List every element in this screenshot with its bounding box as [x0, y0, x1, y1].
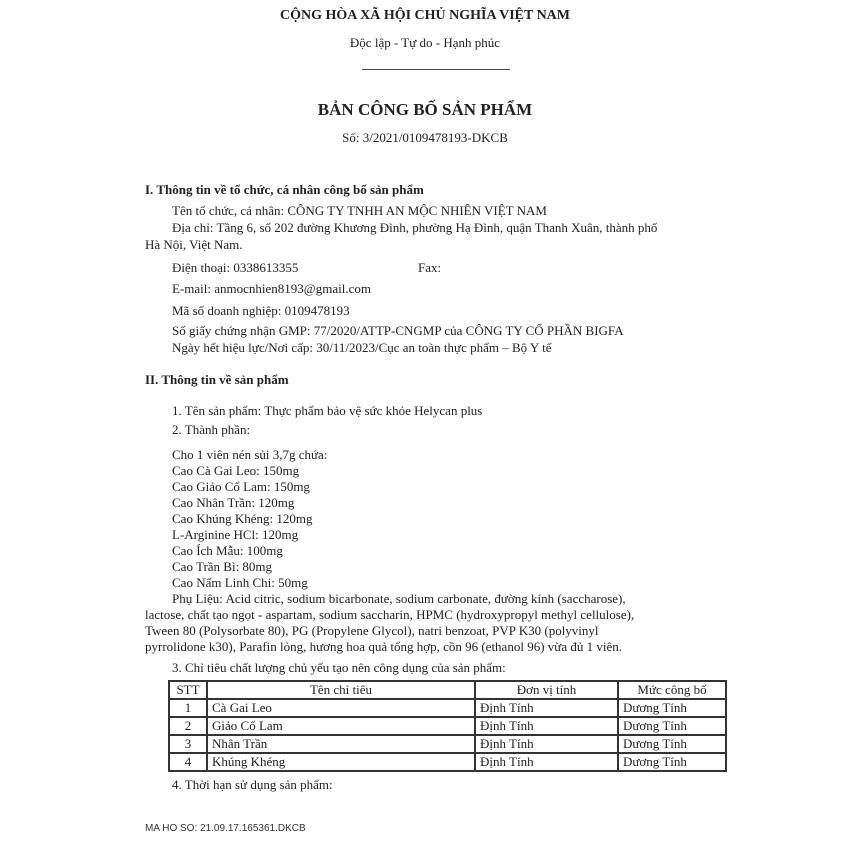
phone: Điện thoại: 0338613355 [172, 260, 299, 275]
ingredient: Cao Giảo Cổ Lam: 150mg [172, 479, 310, 494]
email: E-mail: anmocnhien8193@gmail.com [172, 281, 371, 296]
ingredient: Cao Trần Bì: 80mg [172, 559, 273, 574]
cell-unit: Định Tính [475, 717, 618, 735]
cell-level: Dương Tính [618, 753, 726, 771]
country-heading: CỘNG HÒA XÃ HỘI CHỦ NGHĨA VIỆT NAM [279, 8, 570, 23]
cell-stt: 2 [169, 717, 207, 735]
cell-stt: 4 [169, 753, 207, 771]
cell-stt: 3 [169, 735, 207, 753]
cell-level: Dương Tính [618, 735, 726, 753]
composition-label: 2. Thành phần: [172, 422, 251, 437]
excipients: Phụ Liệu: Acid citric, sodium bicarbonate, sodium carbonate, đường kính (saccharose), [172, 591, 626, 606]
cell-stt: 1 [169, 699, 207, 717]
cell-unit: Định Tính [475, 753, 618, 771]
ingredient: Cao Nhân Trần: 120mg [172, 495, 295, 510]
document-title: BẢN CÔNG BỐ SẢN PHẨM [317, 100, 533, 119]
document-number: Số: 3/2021/0109478193-DKCB [342, 130, 508, 145]
shelf-life-label: 4. Thời hạn sử dụng sản phẩm: [172, 777, 333, 792]
file-code: MA HO SO: 21.09.17.165361.DKCB [145, 823, 306, 834]
table-row [169, 735, 726, 753]
cell-unit: Định Tính [475, 735, 618, 753]
ingredient: Cao Khúng Khéng: 120mg [172, 511, 313, 526]
cell-unit: Định Tính [475, 699, 618, 717]
ingredient: Cao Cà Gai Leo: 150mg [172, 463, 300, 478]
excipients-cont: lactose, chất tạo ngọt - aspartam, sodium saccharin, HPMC (hydroxypropyl methyl cellulose), [145, 607, 635, 622]
address-cont: Hà Nội, Việt Nam. [145, 237, 243, 252]
expiry: Ngày hết hiệu lực/Nơi cấp: 30/11/2023/Cục an toàn thực phẩm – Bộ Y tế [172, 340, 552, 355]
header-unit: Đơn vị tính [475, 681, 618, 699]
excipients-cont: Tween 80 (Polysorbate 80), PG (Propylene Glycol), natri benzoat, PVP K30 (polyvinyl [145, 623, 599, 638]
org-name: Tên tổ chức, cá nhân: CÔNG TY TNHH AN MỘC NHIÊN VIỆT NAM [172, 203, 547, 218]
cell-criteria: Nhân Trần [207, 735, 475, 753]
product-name: 1. Tên sản phẩm: Thực phẩm bảo vệ sức khỏe Helycan plus [172, 403, 483, 418]
fax: Fax: [418, 260, 442, 275]
ingredient: L-Arginine HCl: 120mg [172, 527, 299, 542]
quality-criteria-label: 3. Chỉ tiêu chất lượng chủ yếu tạo nên công dụng của sản phẩm: [172, 660, 506, 675]
cell-criteria: Cà Gai Leo [207, 699, 475, 717]
cell-level: Dương Tính [618, 699, 726, 717]
ingredient: Cao Ích Mẫu: 100mg [172, 543, 283, 558]
divider [362, 69, 510, 70]
ingredient: Cho 1 viên nén sủi 3,7g chứa: [172, 447, 328, 462]
header-stt: STT [169, 681, 207, 699]
section2-heading: II. Thông tin về sản phẩm [145, 372, 289, 387]
gmp-cert: Số giấy chứng nhận GMP: 77/2020/ATTP-CNGMP của CÔNG TY CỔ PHẦN BIGFA [172, 323, 624, 338]
cell-criteria: Khúng Khéng [207, 753, 475, 771]
header-level: Mức công bố [618, 681, 726, 699]
motto: Độc lập - Tự do - Hạnh phúc [349, 35, 501, 50]
section1-heading: I. Thông tin về tổ chức, cá nhân công bố sản phẩm [145, 182, 424, 197]
table-row [169, 753, 726, 771]
quality-criteria-table [168, 680, 727, 772]
table-row [169, 717, 726, 735]
cell-criteria: Giảo Cổ Lam [207, 717, 475, 735]
header-criteria: Tên chỉ tiêu [207, 681, 475, 699]
business-code: Mã số doanh nghiệp: 0109478193 [172, 303, 350, 318]
table-header-row [169, 681, 726, 699]
table-row [169, 699, 726, 717]
address: Địa chỉ: Tầng 6, số 202 đường Khương Đình, phường Hạ Đình, quận Thanh Xuân, thành phố [172, 220, 658, 235]
ingredient: Cao Nấm Linh Chi: 50mg [172, 575, 308, 590]
cell-level: Dương Tính [618, 717, 726, 735]
excipients-cont: pyrrolidone k30), Parafin lỏng, hương hoa quả tổng hợp, cồn 96 (ethanol 96) vừa đủ 1 viên. [145, 639, 622, 654]
